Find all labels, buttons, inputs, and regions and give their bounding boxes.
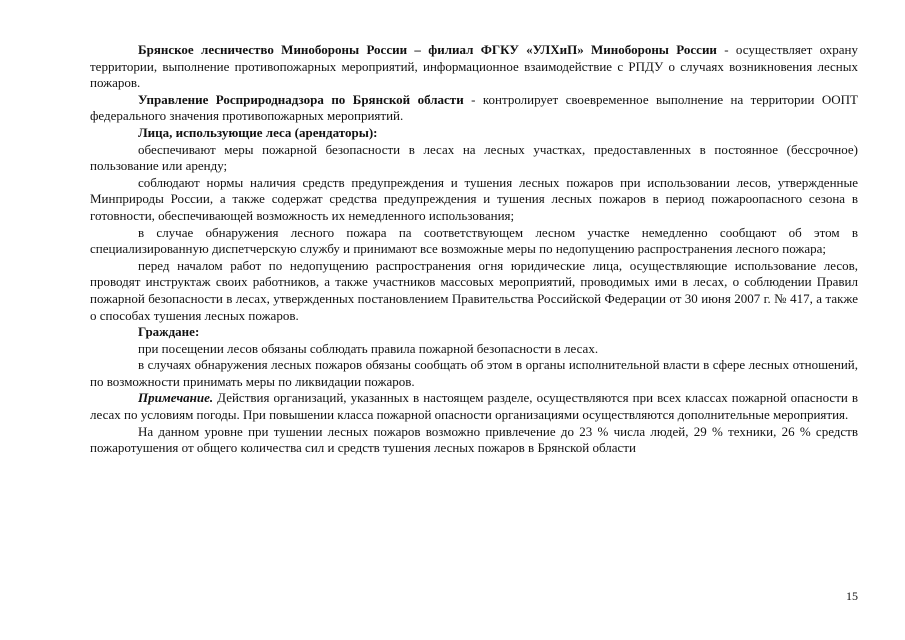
heading-citizens-bold: Граждане: (138, 324, 200, 340)
paragraph-note-label-italic: Примечание. (138, 390, 214, 406)
paragraph-forestry-bold: Брянское лесничество Минобороны России – филиал ФГКУ «УЛХиП» Минобороны России (138, 42, 717, 57)
heading-tenants (90, 125, 858, 142)
paragraph-rosprirodnadzor (90, 92, 858, 125)
paragraph-tenants-4: перед началом работ по недопущению распространения огня юридические лица, осуществляющие использование лесов, проводят инструктаж своих работников, а также участников массовых мероприятий, проводимых ими в лесах, о соблюдении Правил пожарной безопасности в лесах, утвержденных постановлением Правительства Российской Федерации от 30 июня 2007 г. № 417, а также о способах тушения лесных пожаров. (90, 257, 858, 323)
paragraph-note-text: Действия организаций, указанных в настоящем разделе, осуществляются при всех классах пожарной опасности в лесах по условиям погоды. При повышении класса пожарной опасности организациями осуществляются дополнительные мероприятия. (90, 390, 858, 423)
paragraph-forestry (90, 42, 858, 92)
paragraph-note-label (138, 390, 213, 405)
paragraph-tenants-2: соблюдают нормы наличия средств предупреждения и тушения лесных пожаров при использовании лесов, утвержденные Минприроды России, а также содержат средства предупреждения и тушения лесных пожаров в период пожароопасного сезона в готовности, обеспечивающей возможность их немедленного использования; (90, 174, 858, 223)
paragraph-forestry-text: - осуществляет охрану территории, выполнение противопожарных мероприятий, информационное взаимодействие с РПДУ о случаях возникновения лесных пожаров. (90, 42, 858, 91)
heading-tenants-bold: Лица, использующие леса (арендаторы): (138, 124, 378, 140)
paragraph-rosprirodnadzor-bold: Управление Росприроднадзора по Брянской области (138, 91, 464, 107)
page-number: 15 (846, 589, 858, 603)
paragraph-forces: На данном уровне при тушении лесных пожаров возможно привлечение до 23 % числа людей, 29 % техники, 26 % средств пожаротушения от общего количества сил и средств тушения лесных пожаров в Брянской области (90, 423, 858, 456)
paragraph-rosprirodnadzor-text: - контролирует своевременное выполнение на территории ООПТ федерального значения противопожарных мероприятий. (90, 91, 858, 124)
paragraph-tenants-3: в случае обнаружения лесного пожара па соответствующем лесном участке немедленно сообщают об этом в специализированную диспетчерскую службу и принимают все возможные меры по недопущению распространения лесного пожара; (90, 224, 858, 257)
heading-citizens (90, 324, 858, 341)
document-body (90, 42, 858, 457)
paragraph-note (90, 390, 858, 423)
paragraph-citizens-2: в случаях обнаружения лесных пожаров обязаны сообщать об этом в органы исполнительной власти в сфере лесных отношений, по возможности принимать меры по ликвидации пожаров. (90, 357, 858, 389)
paragraph-citizens-1: при посещении лесов обязаны соблюдать правила пожарной безопасности в лесах. (138, 340, 599, 356)
paragraph-tenants-1: обеспечивают меры пожарной безопасности в лесах на лесных участках, предоставленных в постоянное (бессрочное) пользование или аренду; (90, 141, 858, 174)
